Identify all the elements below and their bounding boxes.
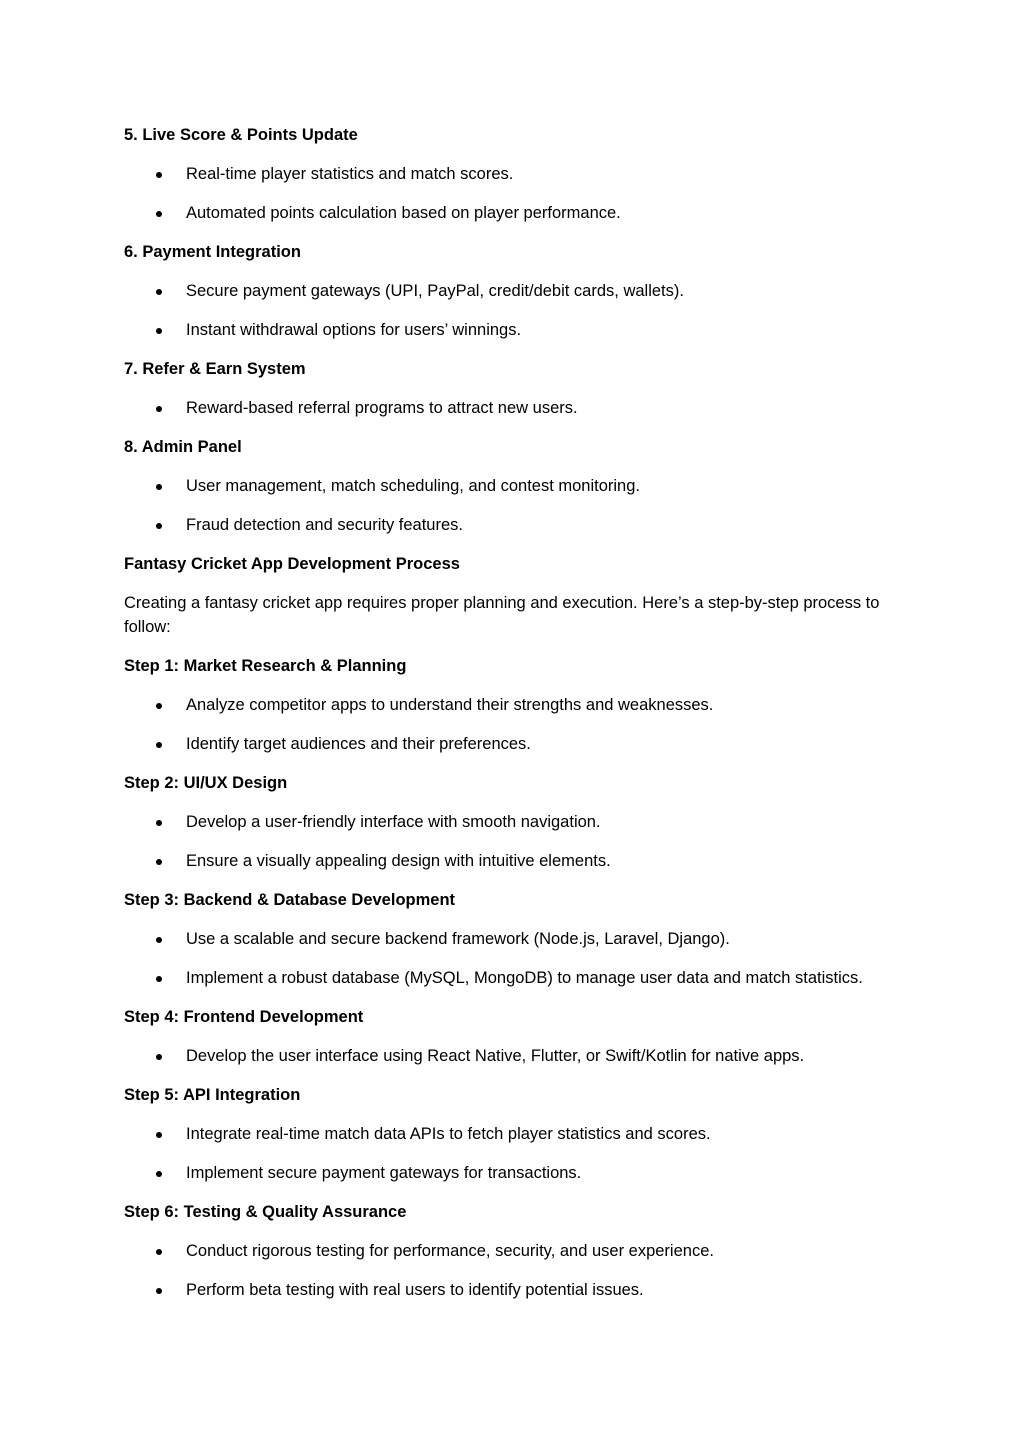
section-heading: Step 4: Frontend Development xyxy=(124,1008,364,1026)
section-heading: Step 6: Testing & Quality Assurance xyxy=(124,1203,407,1221)
section-heading: 5. Live Score & Points Update xyxy=(124,126,358,144)
section-heading: Step 1: Market Research & Planning xyxy=(124,657,407,675)
list-item xyxy=(124,1278,904,1302)
section-development-process xyxy=(124,552,904,639)
bullet-icon xyxy=(156,406,162,412)
intro-paragraph: Creating a fantasy cricket app requires proper planning and execution. Here’s a step-by-step process to follow: xyxy=(124,594,880,636)
section-payment-integration xyxy=(124,240,904,342)
section-heading: Step 2: UI/UX Design xyxy=(124,774,288,792)
bullet-icon xyxy=(156,976,162,982)
bullet-icon xyxy=(156,937,162,943)
document-body xyxy=(124,120,904,1302)
list-item-text: Develop the user interface using React Native, Flutter, or Swift/Kotlin for native apps. xyxy=(186,1047,805,1065)
bullet-icon xyxy=(156,1249,162,1255)
bullet-icon xyxy=(156,211,162,217)
list-item-text: Perform beta testing with real users to identify potential issues. xyxy=(186,1281,644,1299)
list-item-text: Real-time player statistics and match scores. xyxy=(186,165,514,183)
bullet-list xyxy=(124,162,904,225)
list-item xyxy=(124,1044,904,1068)
bullet-list xyxy=(124,396,904,420)
bullet-icon xyxy=(156,1288,162,1294)
list-item xyxy=(124,474,904,498)
bullet-icon xyxy=(156,1171,162,1177)
bullet-icon xyxy=(156,820,162,826)
section-refer-earn xyxy=(124,357,904,420)
bullet-icon xyxy=(156,289,162,295)
bullet-icon xyxy=(156,328,162,334)
section-admin-panel xyxy=(124,435,904,537)
bullet-list xyxy=(124,693,904,756)
list-item-text: Implement secure payment gateways for transactions. xyxy=(186,1164,582,1182)
list-item xyxy=(124,1161,904,1185)
section-live-score xyxy=(124,123,904,225)
list-item-text: Integrate real-time match data APIs to fetch player statistics and scores. xyxy=(186,1125,711,1143)
list-item xyxy=(124,1239,904,1263)
bullet-icon xyxy=(156,1054,162,1060)
list-item xyxy=(124,279,904,303)
list-item-text: Reward-based referral programs to attract new users. xyxy=(186,399,578,417)
list-item-text: Analyze competitor apps to understand their strengths and weaknesses. xyxy=(186,696,714,714)
list-item xyxy=(124,693,904,717)
list-item-text: Automated points calculation based on player performance. xyxy=(186,204,621,222)
section-step-6 xyxy=(124,1200,904,1302)
section-step-5 xyxy=(124,1083,904,1185)
bullet-icon xyxy=(156,742,162,748)
list-item-text: Implement a robust database (MySQL, MongoDB) to manage user data and match statistics. xyxy=(186,969,863,987)
list-item xyxy=(124,927,904,951)
bullet-list xyxy=(124,810,904,873)
bullet-icon xyxy=(156,172,162,178)
list-item-text: Secure payment gateways (UPI, PayPal, credit/debit cards, wallets). xyxy=(186,282,684,300)
list-item xyxy=(124,732,904,756)
list-item xyxy=(124,849,904,873)
bullet-icon xyxy=(156,859,162,865)
bullet-icon xyxy=(156,703,162,709)
list-item-text: Use a scalable and secure backend framework (Node.js, Laravel, Django). xyxy=(186,930,730,948)
list-item xyxy=(124,810,904,834)
list-item-text: Instant withdrawal options for users’ winnings. xyxy=(186,321,522,339)
list-item xyxy=(124,966,904,990)
section-heading: 8. Admin Panel xyxy=(124,438,242,456)
list-item-text: Conduct rigorous testing for performance, security, and user experience. xyxy=(186,1242,714,1260)
section-step-2 xyxy=(124,771,904,873)
section-heading: Step 5: API Integration xyxy=(124,1086,301,1104)
bullet-list xyxy=(124,279,904,342)
list-item xyxy=(124,396,904,420)
section-step-4 xyxy=(124,1005,904,1068)
bullet-icon xyxy=(156,1132,162,1138)
list-item xyxy=(124,318,904,342)
bullet-icon xyxy=(156,523,162,529)
list-item-text: Fraud detection and security features. xyxy=(186,516,463,534)
list-item xyxy=(124,162,904,186)
list-item-text: Ensure a visually appealing design with intuitive elements. xyxy=(186,852,611,870)
list-item-text: Develop a user-friendly interface with smooth navigation. xyxy=(186,813,601,831)
section-step-1 xyxy=(124,654,904,756)
bullet-list xyxy=(124,1044,904,1068)
list-item xyxy=(124,201,904,225)
list-item xyxy=(124,1122,904,1146)
section-step-3 xyxy=(124,888,904,990)
bullet-list xyxy=(124,474,904,537)
list-item-text: Identify target audiences and their preferences. xyxy=(186,735,531,753)
bullet-list xyxy=(124,927,904,990)
list-item-text: User management, match scheduling, and contest monitoring. xyxy=(186,477,640,495)
section-heading: 7. Refer & Earn System xyxy=(124,360,306,378)
bullet-icon xyxy=(156,484,162,490)
section-heading: 6. Payment Integration xyxy=(124,243,301,261)
bullet-list xyxy=(124,1239,904,1302)
section-heading: Step 3: Backend & Database Development xyxy=(124,891,456,909)
list-item xyxy=(124,513,904,537)
bullet-list xyxy=(124,1122,904,1185)
section-heading: Fantasy Cricket App Development Process xyxy=(124,555,460,573)
